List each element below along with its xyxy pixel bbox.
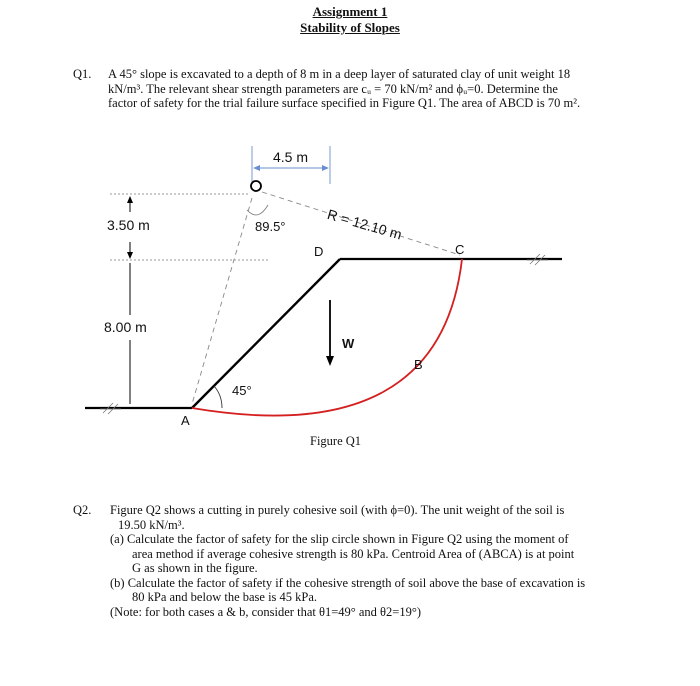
q2-part-a-line-2: area method if average cohesive strength is 80 kPa. Centroid Area of (ABCA) is at point [132, 546, 575, 561]
assignment-subtitle: Stability of Slopes [300, 20, 400, 35]
dim-arrow-right [322, 165, 329, 171]
label-c: C [455, 242, 465, 257]
angle-bottom-label: 45° [232, 383, 252, 398]
weight-arrow-head [326, 356, 334, 366]
radius-line-oa [192, 198, 252, 404]
q1-line-1: A 45° slope is excavated to a depth of 8 m in a deep layer of saturated clay of unit weight 18 [108, 67, 571, 81]
label-a: A [181, 413, 190, 428]
q2-intro-line-1: Figure Q2 shows a cutting in purely cohesive soil (with ϕ=0). The unit weight of the soil is [110, 503, 565, 517]
dim-3-50-arrow-down [127, 252, 133, 259]
angle-top-label: 89.5° [255, 219, 286, 234]
radius-label: R = 12.10 m [325, 206, 404, 243]
label-b: B [414, 357, 423, 372]
dim-3-50-arrow-up [127, 196, 133, 203]
q1-number: Q1. [73, 67, 92, 81]
label-w: W [342, 336, 355, 351]
slope-line-ad [192, 259, 340, 408]
dim-arrow-left [253, 165, 260, 171]
q2-part-b-line-2: 80 kPa and below the base is 45 kPa. [132, 590, 318, 604]
figure-q1-diagram [0, 140, 700, 460]
figure-caption-text: Figure Q1 [310, 434, 362, 448]
angle-arc-o [247, 205, 268, 215]
q1-line-3: factor of safety for the trial failure surface specified in Figure Q1. The area of ABCD is 70 m². [108, 96, 581, 110]
figure-caption [310, 432, 361, 450]
dim-top-label: 4.5 m [273, 149, 309, 165]
angle-arc-a [214, 386, 222, 408]
q2-number: Q2. [73, 503, 92, 517]
q1-text [108, 67, 630, 111]
dim-left-upper-label: 3.50 m [107, 217, 150, 233]
point-o-marker [251, 181, 261, 191]
q2-part-b-line-1: (b) Calculate the factor of safety if the cohesive strength of soil above the base of excavation is [110, 575, 586, 590]
q2-text [110, 503, 630, 619]
q2-part-a-line-3: G as shown in the figure. [132, 561, 258, 575]
q1-line-2: kN/m³. The relevant shear strength parameters are cᵤ = 70 kN/m² and ϕᵤ=0. Determine the [108, 81, 558, 96]
assignment-title: Assignment 1 [312, 4, 388, 19]
q2-intro-line-2: 19.50 kN/m³. [118, 517, 185, 532]
q2-note: (Note: for both cases a & b, consider that θ1=49° and θ2=19°) [110, 604, 421, 619]
q2-part-a-line-1: (a) Calculate the factor of safety for the slip circle shown in Figure Q2 using the moment of [110, 532, 569, 546]
dim-left-lower-label: 8.00 m [104, 319, 147, 335]
label-d: D [314, 244, 324, 259]
